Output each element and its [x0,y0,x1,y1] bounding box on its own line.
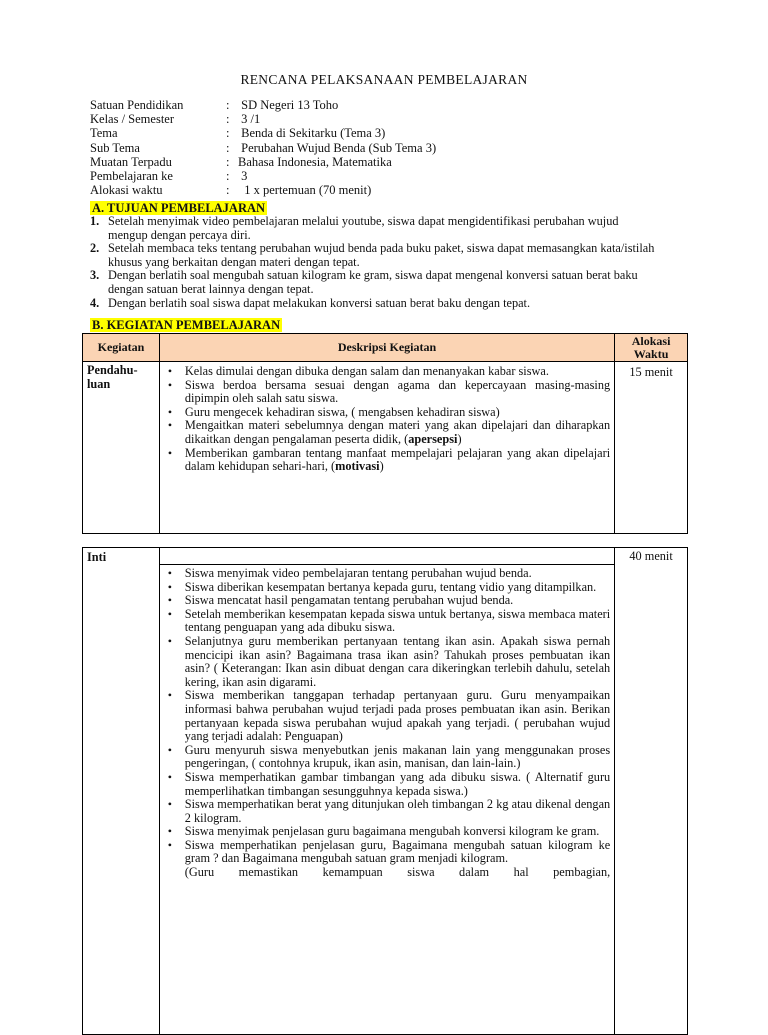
header-deskripsi: Deskripsi Kegiatan [159,334,614,362]
objective-text: Dengan berlatih soal siswa dapat melakukan konversi satuan berat baku dengan tepat. [108,295,531,310]
section-a-heading: A. TUJUAN PEMBELAJARAN [92,201,266,215]
inti-item: • Guru menyuruh siswa menyebutkan jenis makanan lain yang menggunakan proses pengeringan, ( contohnya krupuk, ikan asin, manisan, dan lain-lain.) [185,744,614,771]
header-kegiatan: Kegiatan [83,334,160,362]
info-colon: : [226,183,230,198]
pendahuluan-item-text: Siswa berdoa bersama sesuai dengan agama dan kepercayaan masing-masing dipimpin oleh salah satu siswa. [184,377,611,406]
activity-table-inti [82,547,688,1035]
info-colon: : [226,154,230,169]
objective-item [90,242,660,269]
pendahuluan-item-after: ) [379,459,384,474]
info-colon: : [226,126,230,141]
info-label: Kelas / Semester [90,112,175,127]
inti-item: • Siswa memberikan tanggapan terhadap pertanyaan guru. Guru menyampaikan informasi bahwa perubahan wujud terjadi pada proses pembuatan ikan asin. Berikan pertanyaan kepada siswa perubahan wujud apakah yang terjadi. ( perubahan wujud yang terjadi adalah: Penguapan) [185,689,614,743]
info-label: Sub Tema [90,140,140,155]
info-row [90,98,436,112]
inti-item: • Siswa menyimak penjelasan guru bagaimana mengubah konversi kilogram ke gram. [185,825,614,839]
objective-item [90,269,660,296]
info-value: 3 /1 [238,112,261,127]
inti-description [159,565,614,1035]
objective-text: Dengan berlatih soal mengubah satuan kilogram ke gram, siswa dapat mengenal konversi satuan berat baku dengan satuan berat lainnya dengan tepat. [108,268,638,296]
info-value: Perubahan Wujud Benda (Sub Tema 3) [238,140,437,155]
document-title: RENCANA PELAKSANAAN PEMBELAJARAN [240,72,528,87]
info-colon: : [226,140,230,155]
info-value: Benda di Sekitarku (Tema 3) [238,126,386,141]
inti-trailing-text: (Guru memastikan kemampuan siswa dalam hal pembagian, [184,865,611,880]
info-value: Bahasa Indonesia, Matematika [238,154,392,169]
inti-time: 40 menit [615,548,688,1035]
objective-number: 4. [90,295,100,310]
inti-label: Inti [83,548,160,1035]
pendahuluan-item-text: Guru mengecek kehadiran siswa, ( mengabsen kehadiran siswa) [184,404,500,419]
pendahuluan-item [185,379,614,406]
objective-item [90,297,660,311]
info-row [90,183,436,197]
pendahuluan-item-keyword: apersepsi [408,431,458,446]
inti-blank-cell [159,548,614,565]
pendahuluan-item-text: Memberikan gambaran tentang manfaat mempelajari pelajaran yang akan dipelajari dalam kehidupan sehari-hari, ( [184,445,611,474]
pendahuluan-item-text: Kelas dimulai dengan dibuka dengan salam dan menanyakan kabar siswa. [184,364,549,378]
header-alokasi: Alokasi Waktu [615,334,688,362]
info-label: Satuan Pendidikan [90,98,184,112]
info-label: Alokasi waktu [90,183,163,198]
info-row [90,169,436,183]
pendahuluan-item-keyword: motivasi [335,459,380,474]
inti-item: • Siswa memperhatikan penjelasan guru, Bagaimana mengubah satuan kilogram ke gram ? dan Bagaimana mengubah satuan gram menjadi kilogram. [185,839,614,866]
inti-item: • Selanjutnya guru memberikan pertanyaan tentang ikan asin. Apakah siswa pernah mencicipi ikan asin? Bagaimana trasa ikan asin? Tahukah proses pembuatan ikan asin? ( Keterangan: Ikan asin dibuat dengan cara dikeringkan terlebih dahulu, setelah kering, ikan asin digarami. [185,635,614,689]
pendahuluan-item [185,419,614,446]
inti-item: • Siswa mencatat hasil pengamatan tentang perubahan wujud benda. [185,594,614,608]
info-value: 1 x pertemuan (70 menit) [238,183,372,198]
objective-text: Setelah menyimak video pembelajaran melalui youtube, siswa dapat mengidentifikasi perubahan wujud mengup dengan percaya diri. [108,214,619,242]
lesson-info [90,98,436,197]
info-value: SD Negeri 13 Toho [238,98,339,112]
pendahuluan-item-after: ) [457,431,462,446]
info-label: Tema [90,126,118,141]
inti-item: • Siswa diberikan kesempatan bertanya kepada guru, tentang vidio yang ditampilkan. [185,581,614,595]
inti-item: • Siswa memperhatikan gambar timbangan yang ada dibuku siswa. ( Alternatif guru memperlihatkan timbangan sesungguhnya kepada siswa.) [185,771,614,798]
info-colon: : [226,98,230,112]
pendahuluan-item [185,406,614,420]
inti-item: • Setelah memberikan kesempatan kepada siswa untuk bertanya, siswa membaca materi tentang penguapan yang ada dibuku siswa. [185,608,614,635]
activity-table [82,333,688,534]
pendahuluan-item-text: Mengaitkan materi sebelumnya dengan materi yang akan dipelajari dan diharapkan dikaitkan dengan pengalaman peserta didik, ( [184,418,611,446]
pendahuluan-description [159,362,614,534]
pendahuluan-item [185,447,614,474]
objective-text: Setelah membaca teks tentang perubahan wujud benda pada buku paket, siswa dapat memasangkan kata/istilah khusus yang berkaitan dengan materi dengan tepat. [108,241,655,269]
objective-item [90,215,660,242]
objective-number: 2. [90,241,100,256]
info-label: Muatan Terpadu [90,154,172,169]
info-value: 3 [238,168,248,183]
section-b-heading: B. KEGIATAN PEMBELAJARAN [92,318,281,332]
info-colon: : [226,168,230,183]
objective-number: 3. [90,268,100,283]
info-row [90,126,436,140]
pendahuluan-time: 15 menit [615,362,688,534]
pendahuluan-label: Pendahu-luan [83,362,160,534]
pendahuluan-item [185,365,614,379]
inti-item: • Siswa memperhatikan berat yang ditunjukan oleh timbangan 2 kg atau dikenal dengan 2 kilogram. [185,798,614,825]
info-row [90,141,436,155]
info-label: Pembelajaran ke [90,168,173,183]
info-row [90,155,436,169]
info-row [90,112,436,126]
info-colon: : [226,112,230,127]
inti-item: • Siswa menyimak video pembelajaran tentang perubahan wujud benda. [185,567,614,581]
objectives-list [90,215,660,310]
objective-number: 1. [90,214,100,228]
